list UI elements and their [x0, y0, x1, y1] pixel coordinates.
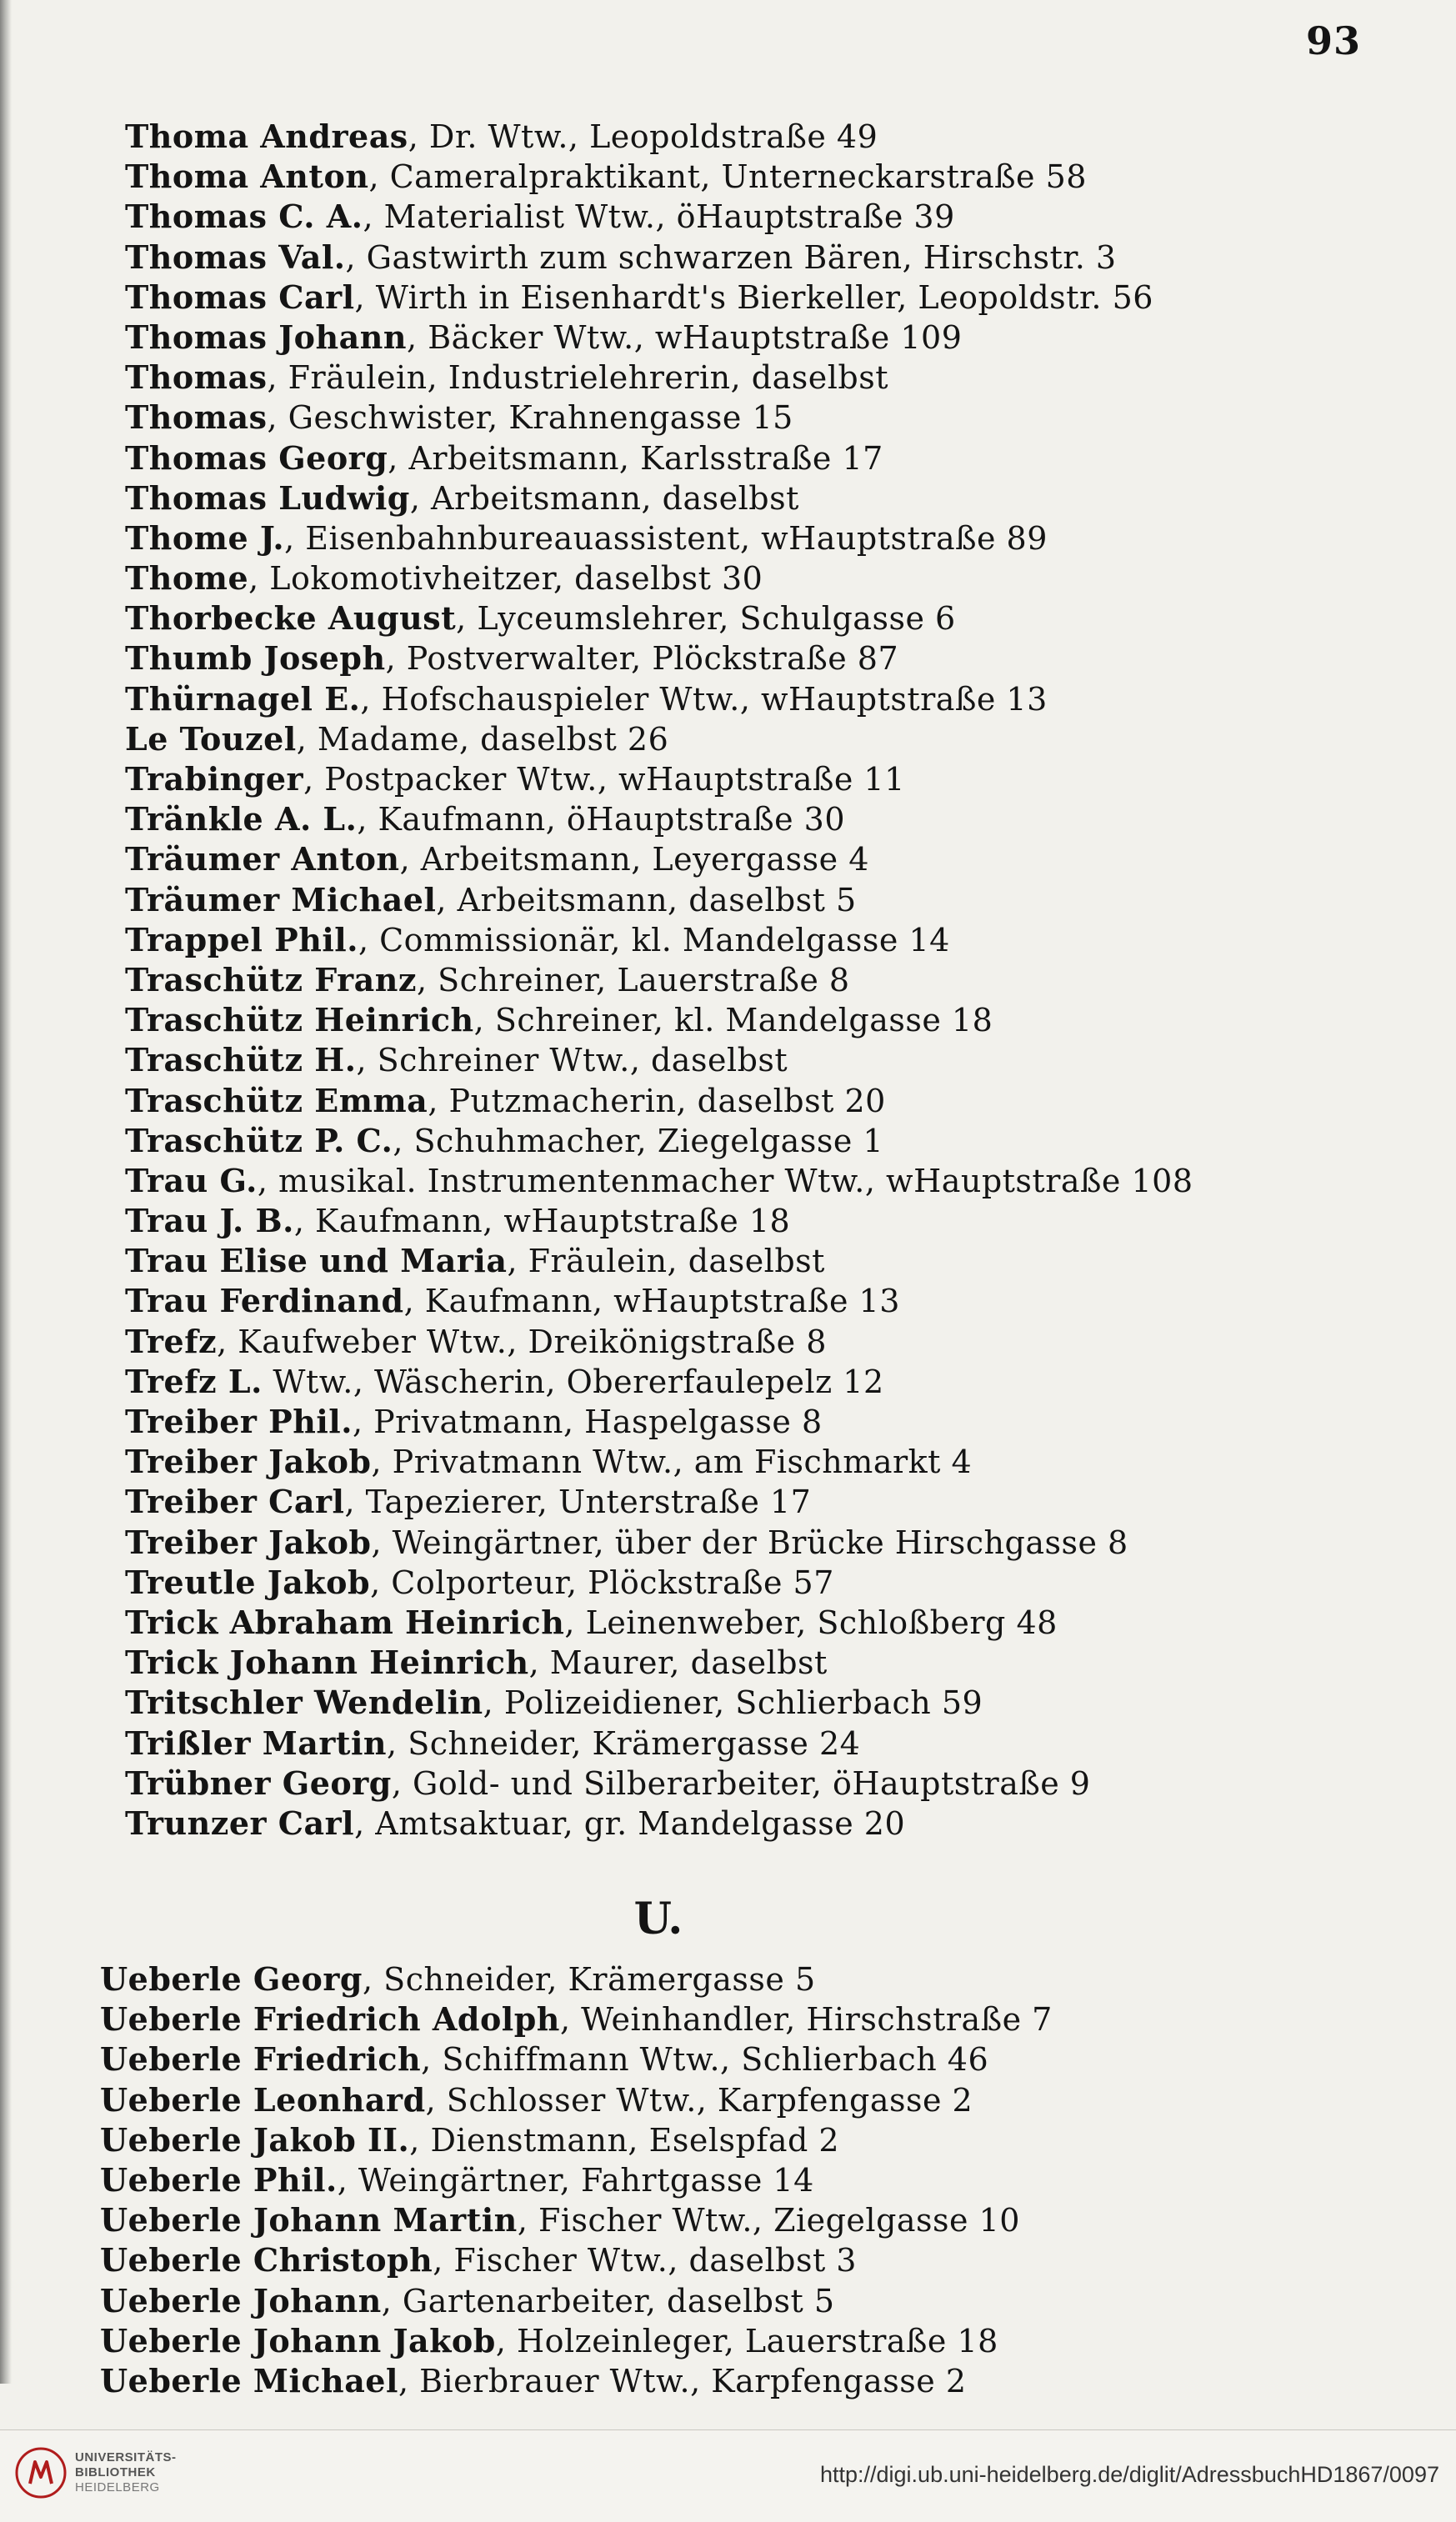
library-name [75, 2450, 177, 2495]
entry-details: , Maurer, daselbst [528, 1644, 828, 1682]
entry-name: Ueberle Johann [100, 2281, 382, 2319]
entry-name: Thorbecke August [125, 599, 457, 638]
entry-details: , Fräulein, daselbst [507, 1243, 825, 1280]
entry-name: Thoma Andreas [125, 118, 408, 155]
directory-entry [125, 1683, 1358, 1723]
entry-details: , Eisenbahnbureauassistent, wHauptstraße 89 [284, 519, 1048, 557]
entry-name: Trau Elise und Maria [125, 1242, 508, 1280]
entry-details: , Gold- und Silberarbeiter, öHauptstraße 9 [391, 1764, 1091, 1802]
entry-details: , Schneider, Krämergasse 24 [387, 1724, 861, 1762]
entry-details: , Dr. Wtw., Leopoldstraße 49 [408, 118, 878, 155]
directory-entry [100, 2240, 1333, 2280]
entry-details: , Colporteur, Plöckstraße 57 [370, 1564, 834, 1601]
entry-name: Thomas Georg [125, 438, 388, 477]
directory-entry [100, 2160, 1333, 2200]
entry-name: Traschütz P. C. [125, 1121, 393, 1159]
directory-entry [125, 1482, 1358, 1522]
entry-name: Ueberle Jakob II. [100, 2120, 410, 2159]
scan-edge-shadow [0, 0, 12, 2384]
directory-entry [125, 438, 1358, 478]
library-logo[interactable] [15, 2447, 177, 2499]
directory-entry [100, 2039, 1333, 2079]
directory-entry [100, 2321, 1333, 2361]
entry-details: , Holzeinleger, Lauerstraße 18 [495, 2322, 998, 2359]
entry-details: Wtw., Wäscherin, Obererfaulepelz 12 [262, 1363, 884, 1400]
entry-name: Tritschler Wendelin [125, 1684, 483, 1722]
entry-name: Traschütz Heinrich [125, 1001, 474, 1039]
entry-details: , Arbeitsmann, daselbst 5 [436, 881, 857, 918]
directory-entry [125, 157, 1358, 197]
entry-name: Thomas Johann [125, 318, 408, 356]
entry-name: Trefz L. [125, 1362, 263, 1400]
entry-name: Treutle Jakob [125, 1563, 371, 1601]
entry-name: Trau Ferdinand [125, 1282, 404, 1320]
entry-name: Trau G. [125, 1161, 258, 1199]
entry-details: , Postpacker Wtw., wHauptstraße 11 [303, 761, 905, 798]
directory-entry [125, 1724, 1358, 1764]
entry-details: , Geschwister, Krahnengasse 15 [267, 399, 793, 437]
entry-details: , Polizeidiener, Schlierbach 59 [483, 1684, 983, 1722]
directory-entry [125, 117, 1358, 157]
entry-name: Thome J. [125, 518, 285, 557]
entry-details: , Schuhmacher, Ziegelgasse 1 [393, 1122, 884, 1159]
directory-entry [125, 920, 1358, 960]
directory-entry [125, 960, 1358, 1000]
directory-entry [125, 679, 1358, 719]
entry-details: , Schneider, Krämergasse 5 [363, 1961, 816, 1998]
directory-entry [125, 278, 1358, 318]
entry-details: , Fräulein, Industrielehrerin, daselbst [267, 359, 889, 397]
directory-entry [125, 1402, 1358, 1442]
entry-details: , Schreiner, Lauerstraße 8 [416, 961, 850, 998]
entry-name: Traschütz Emma [125, 1081, 428, 1119]
library-name-line1: UNIVERSITÄTS- [75, 2450, 177, 2464]
directory-entry [125, 880, 1358, 920]
entry-details: , Lokomotivheitzer, daselbst 30 [248, 560, 763, 598]
entry-name: Traschütz H. [125, 1041, 357, 1079]
directory-entry [100, 2200, 1333, 2240]
directory-entry [125, 1201, 1358, 1241]
entry-details: , Schlosser Wtw., Karpfengasse 2 [425, 2081, 973, 2119]
directory-entry [125, 799, 1358, 839]
directory-entry [125, 1081, 1358, 1121]
entry-details: , Kaufmann, öHauptstraße 30 [357, 801, 846, 838]
entry-name: Treiber Jakob [125, 1443, 372, 1481]
entry-details: , Schiffmann Wtw., Schlierbach 46 [421, 2041, 989, 2079]
directory-entry [125, 558, 1358, 598]
entry-name: Ueberle Georg [100, 1960, 363, 1998]
entry-name: Thürnagel E. [125, 679, 361, 718]
entry-details: , Arbeitsmann, Karlsstraße 17 [388, 439, 883, 477]
entry-name: Trißler Martin [125, 1724, 388, 1762]
directory-entry [125, 1523, 1358, 1563]
entry-details: , Weingärtner, Fahrtgasse 14 [337, 2161, 814, 2199]
entry-details: , Privatmann Wtw., am Fischmarkt 4 [371, 1444, 973, 1481]
entry-name: Trappel Phil. [125, 920, 358, 958]
entry-details: , Leinenweber, Schloßberg 48 [564, 1604, 1058, 1641]
entry-name: Traschütz Franz [125, 960, 417, 998]
directory-entry [125, 398, 1358, 438]
entry-name: Ueberle Friedrich [100, 2040, 422, 2079]
source-url-link[interactable]: http://digi.ub.uni-heidelberg.de/diglit/AdressbuchHD1867/0097 [819, 2462, 1439, 2487]
directory-entry [100, 2361, 1333, 2401]
directory-entry [125, 318, 1358, 358]
entry-name: Ueberle Christoph [100, 2241, 433, 2279]
entry-name: Trefz [125, 1322, 218, 1360]
entry-details: , Weingärtner, über der Brücke Hirschgasse 8 [371, 1524, 1128, 1561]
entry-name: Ueberle Johann Jakob [100, 2321, 496, 2359]
entry-name: Ueberle Johann Martin [100, 2201, 518, 2239]
page-number: 93 [1305, 18, 1361, 63]
entry-name: Trick Johann Heinrich [125, 1644, 529, 1682]
entry-details: , Amtsaktuar, gr. Mandelgasse 20 [354, 1804, 906, 1842]
entry-name: Trick Abraham Heinrich [125, 1603, 565, 1641]
entry-name: Trau J. B. [125, 1202, 294, 1240]
entry-details: , Weinhandler, Hirschstraße 7 [559, 2001, 1053, 2039]
directory-entry [125, 1322, 1358, 1362]
library-name-line2: BIBLIOTHEK [75, 2465, 156, 2479]
entry-name: Trunzer Carl [125, 1804, 355, 1842]
directory-entry [125, 759, 1358, 799]
entry-details: , Schreiner Wtw., daselbst [356, 1042, 788, 1079]
entry-name: Ueberle Michael [100, 2361, 398, 2399]
entry-name: Träumer Anton [125, 840, 400, 878]
entry-name: Ueberle Friedrich Adolph [100, 2000, 560, 2039]
entry-details: , Kaufmann, wHauptstraße 18 [293, 1203, 791, 1240]
directory-entry [125, 1764, 1358, 1804]
section-heading: U. [633, 1894, 683, 1944]
directory-entry [125, 478, 1358, 518]
directory-entry [125, 1442, 1358, 1482]
entry-name: Ueberle Phil. [100, 2160, 338, 2199]
entry-name: Thomas Carl [125, 278, 355, 316]
entry-name: Thomas Val. [125, 238, 346, 276]
entry-details: , Privatmann, Haspelgasse 8 [352, 1404, 823, 1440]
directory-entry [125, 638, 1358, 678]
entry-details: , Arbeitsmann, daselbst [409, 479, 799, 517]
entry-name: Trübner Georg [125, 1764, 392, 1802]
entry-details: , Arbeitsmann, Leyergasse 4 [399, 841, 869, 878]
directory-entry [125, 1603, 1358, 1643]
entry-details: , Kaufweber Wtw., Dreikönigstraße 8 [217, 1323, 827, 1360]
entry-details: , musikal. Instrumentenmacher Wtw., wHauptstraße 108 [257, 1162, 1193, 1199]
entry-details: , Postverwalter, Plöckstraße 87 [385, 640, 899, 678]
directory-entry [125, 1121, 1358, 1161]
entry-details: , Kaufmann, wHauptstraße 13 [403, 1283, 900, 1320]
entry-name: Thoma Anton [125, 158, 369, 196]
viewer-footer [0, 2429, 1456, 2522]
directory-entry [100, 2281, 1333, 2321]
directory-entry [100, 2120, 1333, 2160]
entry-details: , Fischer Wtw., daselbst 3 [433, 2242, 857, 2279]
entry-details: , Schreiner, kl. Mandelgasse 18 [473, 1002, 993, 1039]
entry-name: Thumb Joseph [125, 639, 386, 678]
directory-entry [125, 1804, 1358, 1844]
entry-name: Thomas C. A. [125, 198, 363, 236]
directory-entry [125, 518, 1358, 558]
entry-details: , Tapezierer, Unterstraße 17 [344, 1484, 812, 1521]
entry-details: , Putzmacherin, daselbst 20 [428, 1082, 886, 1119]
directory-entry [125, 1241, 1358, 1281]
directory-entries-t [125, 117, 1358, 1844]
entry-details: , Gastwirth zum schwarzen Bären, Hirschstr. 3 [345, 238, 1117, 276]
entry-name: Thomas [125, 398, 268, 437]
entry-name: Treiber Jakob [125, 1523, 372, 1561]
entry-name: Ueberle Leonhard [100, 2080, 426, 2119]
directory-entries-u [100, 1959, 1333, 2401]
directory-entry [125, 1040, 1358, 1080]
entry-details: , Cameralpraktikant, Unterneckarstraße 58 [368, 158, 1087, 196]
directory-entry [125, 1281, 1358, 1321]
entry-name: Trabinger [125, 760, 304, 798]
entry-details: , Gartenarbeiter, daselbst 5 [381, 2282, 835, 2319]
directory-entry [125, 1161, 1358, 1201]
directory-entry [125, 719, 1358, 759]
entry-details: , Lyceumslehrer, Schulgasse 6 [456, 600, 956, 638]
directory-entry [125, 839, 1358, 879]
directory-entry [125, 1563, 1358, 1603]
directory-entry [125, 1643, 1358, 1683]
entry-details: , Bierbrauer Wtw., Karpfengasse 2 [398, 2362, 967, 2399]
directory-section-u [100, 1879, 1333, 2401]
directory-entry [125, 1000, 1358, 1040]
entry-name: Treiber Phil. [125, 1403, 353, 1440]
entry-details: , Commissionär, kl. Mandelgasse 14 [358, 921, 950, 958]
entry-name: Treiber Carl [125, 1483, 345, 1521]
entry-details: , Madame, daselbst 26 [296, 720, 669, 758]
entry-name: Thome [125, 559, 249, 598]
entry-details: , Fischer Wtw., Ziegelgasse 10 [517, 2202, 1020, 2239]
entry-name: Le Touzel [125, 719, 297, 758]
directory-entry [125, 1362, 1358, 1402]
library-seal-icon [15, 2447, 67, 2499]
directory-entry [125, 598, 1358, 638]
directory-entry [125, 358, 1358, 398]
entry-name: Tränkle A. L. [125, 800, 358, 838]
directory-entry [100, 1999, 1333, 2039]
entry-name: Thomas Ludwig [125, 478, 410, 517]
directory-entry [100, 1959, 1333, 1999]
entry-details: , Hofschauspieler Wtw., wHauptstraße 13 [360, 680, 1048, 718]
entry-name: Thomas [125, 358, 268, 397]
entry-details: , Wirth in Eisenhardt's Bierkeller, Leopoldstr. 56 [354, 278, 1153, 316]
library-name-line3: HEIDELBERG [75, 2480, 160, 2494]
entry-details: , Bäcker Wtw., wHauptstraße 109 [407, 318, 963, 356]
entry-details: , Materialist Wtw., öHauptstraße 39 [363, 198, 955, 236]
directory-entry [125, 238, 1358, 278]
entry-name: Träumer Michael [125, 880, 437, 918]
directory-entry [100, 2080, 1333, 2120]
entry-details: , Dienstmann, Eselspfad 2 [409, 2121, 840, 2159]
directory-entry [125, 197, 1358, 237]
